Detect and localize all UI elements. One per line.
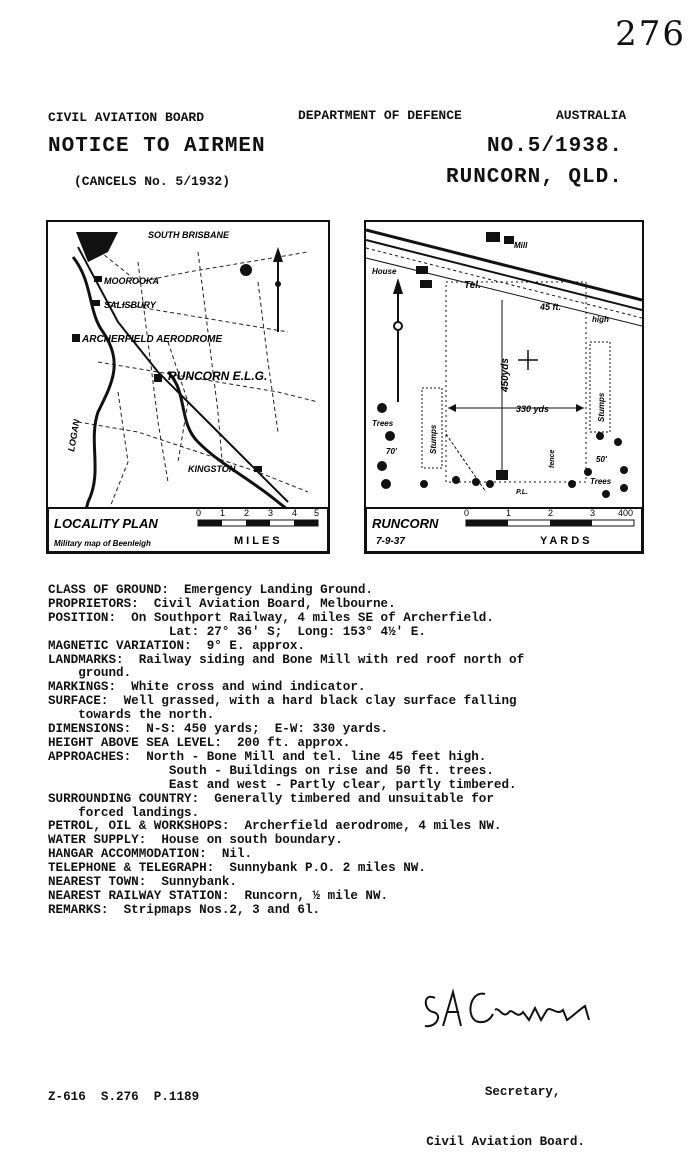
locality-scale-unit: MILES (234, 535, 283, 547)
notice-title: NOTICE TO AIRMEN (48, 135, 266, 158)
label-archerfield: ARCHERFIELD AERODROME (82, 334, 223, 345)
detail-value: 9° E. approx. (206, 638, 305, 653)
detail-value: Railway siding and Bone Mill with red roof north of (138, 652, 525, 667)
detail-line (48, 890, 688, 904)
aerodrome-details (48, 584, 688, 918)
detail-line (48, 793, 688, 807)
detail-value: Emergency Landing Ground. (184, 583, 373, 597)
detail-line (48, 737, 688, 751)
scale-tick: 3 (590, 508, 596, 518)
label-stumps-right: Stumps (597, 392, 606, 422)
signature (398, 962, 607, 1167)
detail-label: DIMENSIONS: (48, 722, 132, 737)
header-board: CIVIL AVIATION BOARD (48, 110, 205, 125)
scale-tick: 0 (464, 508, 470, 518)
detail-line (48, 667, 688, 681)
label-mill: Mill (514, 241, 528, 250)
signatory-title: Secretary, (484, 1085, 561, 1099)
detail-line (48, 904, 688, 918)
scale-tick: 0 (196, 508, 202, 518)
detail-value: North - Bone Mill and tel. line 45 feet high. (146, 749, 487, 764)
scale-tick: 3 (268, 508, 274, 518)
label-trees-right: Trees (590, 477, 612, 486)
label-pl: P.L. (516, 489, 528, 496)
detail-value: Sunnybank. (161, 875, 237, 890)
detail-label: NEAREST RAILWAY STATION: (48, 888, 230, 903)
detail-line (48, 765, 688, 779)
location-title: RUNCORN, QLD. (446, 166, 623, 189)
detail-line (48, 640, 688, 654)
label-length-ns: 450yds (500, 358, 511, 392)
handwritten-signature-icon (417, 980, 607, 1042)
detail-value: Stripmaps Nos.2, 3 and 6l. (123, 902, 321, 917)
label-south-brisbane: SOUTH BRISBANE (148, 230, 230, 240)
site-map-date: 7-9-37 (376, 536, 405, 547)
detail-value: towards the north. (78, 708, 215, 723)
detail-line (48, 709, 688, 723)
detail-line (48, 848, 688, 862)
site-map-caption: RUNCORN (372, 516, 439, 531)
detail-label: PROPRIETORS: (48, 596, 139, 611)
runcorn-site-map (364, 220, 644, 554)
scale-tick: 4 (292, 508, 298, 518)
scale-tick: 2 (548, 508, 554, 518)
signatory-org: Civil Aviation Board. (426, 1135, 585, 1149)
scale-tick: 5 (314, 508, 320, 518)
detail-label: POSITION: (48, 610, 117, 625)
notice-number: NO.5/1938. (487, 135, 624, 158)
detail-line (48, 807, 688, 821)
detail-value: 200 ft. approx. (236, 735, 351, 750)
label-height-45: 45 ft. (540, 302, 562, 312)
detail-label: SURFACE: (48, 694, 109, 709)
detail-line (48, 751, 688, 765)
detail-line (48, 779, 688, 793)
detail-line (48, 820, 688, 834)
label-stumps-left: Stumps (429, 424, 438, 454)
label-salisbury: SALISBURY (104, 300, 156, 310)
locality-plan-caption: LOCALITY PLAN (54, 516, 158, 531)
landing-cross-icon (518, 350, 538, 370)
detail-value: ground. (78, 666, 132, 681)
detail-label: SURROUNDING COUNTRY: (48, 791, 200, 806)
detail-line (48, 681, 688, 695)
detail-line (48, 584, 688, 598)
label-height-70: 70' (386, 447, 397, 456)
label-width-ew: 330 yds (516, 404, 550, 414)
detail-value: Lat: 27° 36' S; Long: 153° 4½' E. (168, 624, 426, 639)
detail-label: HANGAR ACCOMMODATION: (48, 847, 207, 862)
detail-label: CLASS OF GROUND: (48, 583, 169, 597)
detail-value: Archerfield aerodrome, 4 miles NW. (244, 819, 502, 834)
scale-tick: 2 (244, 508, 250, 518)
detail-label: TELEPHONE & TELEGRAPH: (48, 861, 215, 876)
scale-tick: 400 (618, 508, 634, 518)
scale-tick: 1 (220, 508, 226, 518)
detail-value: South - Buildings on rise and 50 ft. trees. (168, 763, 494, 778)
label-river: LOGAN (66, 418, 82, 453)
label-house: House (372, 267, 397, 276)
detail-value: Runcorn, ½ mile NW. (244, 888, 389, 903)
detail-value: Sunnybank P.O. 2 miles NW. (229, 861, 426, 876)
detail-value: Well grassed, with a hard black clay surface falling (123, 694, 517, 709)
detail-line (48, 598, 688, 612)
detail-label: APPROACHES: (48, 749, 132, 764)
detail-line (48, 695, 688, 709)
detail-value: House on south boundary. (161, 833, 343, 848)
label-kingston: KINGSTON (188, 464, 236, 474)
detail-value: East and west - Partly clear, partly timbered. (168, 777, 517, 792)
locality-plan-source: Military map of Beenleigh (54, 539, 151, 548)
header-country: AUSTRALIA (556, 108, 627, 123)
detail-label: LANDMARKS: (48, 652, 124, 667)
label-high: high (592, 315, 609, 324)
detail-label: MARKINGS: (48, 680, 117, 695)
detail-label: PETROL, OIL & WORKSHOPS: (48, 819, 230, 834)
detail-label: MAGNETIC VARIATION: (48, 638, 192, 653)
footer-reference: Z-616 S.276 P.1189 (48, 1090, 200, 1104)
north-arrow-icon (393, 278, 403, 402)
page-number: 276 (615, 14, 686, 54)
detail-line (48, 626, 688, 640)
header-department: DEPARTMENT OF DEFENCE (298, 108, 462, 123)
detail-label: NEAREST TOWN: (48, 875, 147, 890)
detail-line (48, 654, 688, 668)
detail-value: On Southport Railway, 4 miles SE of Archerfield. (131, 610, 494, 625)
detail-value: N-S: 450 yards; E-W: 330 yards. (146, 722, 389, 737)
label-height-50: 50' (596, 455, 607, 464)
label-tel: Tel. (464, 280, 481, 291)
detail-value: Civil Aviation Board, Melbourne. (153, 596, 396, 611)
label-runcorn-elg: RUNCORN E.L.G. (168, 369, 268, 383)
cancels-note: (CANCELS No. 5/1932) (74, 174, 231, 189)
label-fence: fence (549, 449, 556, 468)
detail-line (48, 862, 688, 876)
site-scale-unit: YARDS (540, 535, 593, 547)
label-moorooka: MOOROOKA (104, 276, 159, 286)
detail-line (48, 723, 688, 737)
detail-label: WATER SUPPLY: (48, 833, 147, 848)
detail-label: HEIGHT ABOVE SEA LEVEL: (48, 735, 222, 750)
detail-line (48, 876, 688, 890)
detail-value: Generally timbered and unsuitable for (214, 791, 494, 806)
detail-line (48, 612, 688, 626)
detail-value: White cross and wind indicator. (131, 680, 366, 695)
label-trees-left: Trees (372, 419, 394, 428)
detail-value: forced landings. (78, 805, 200, 820)
locality-plan-map (46, 220, 330, 554)
detail-label: REMARKS: (48, 902, 109, 917)
detail-value: Nil. (221, 847, 253, 862)
scale-tick: 1 (506, 508, 512, 518)
detail-line (48, 834, 688, 848)
